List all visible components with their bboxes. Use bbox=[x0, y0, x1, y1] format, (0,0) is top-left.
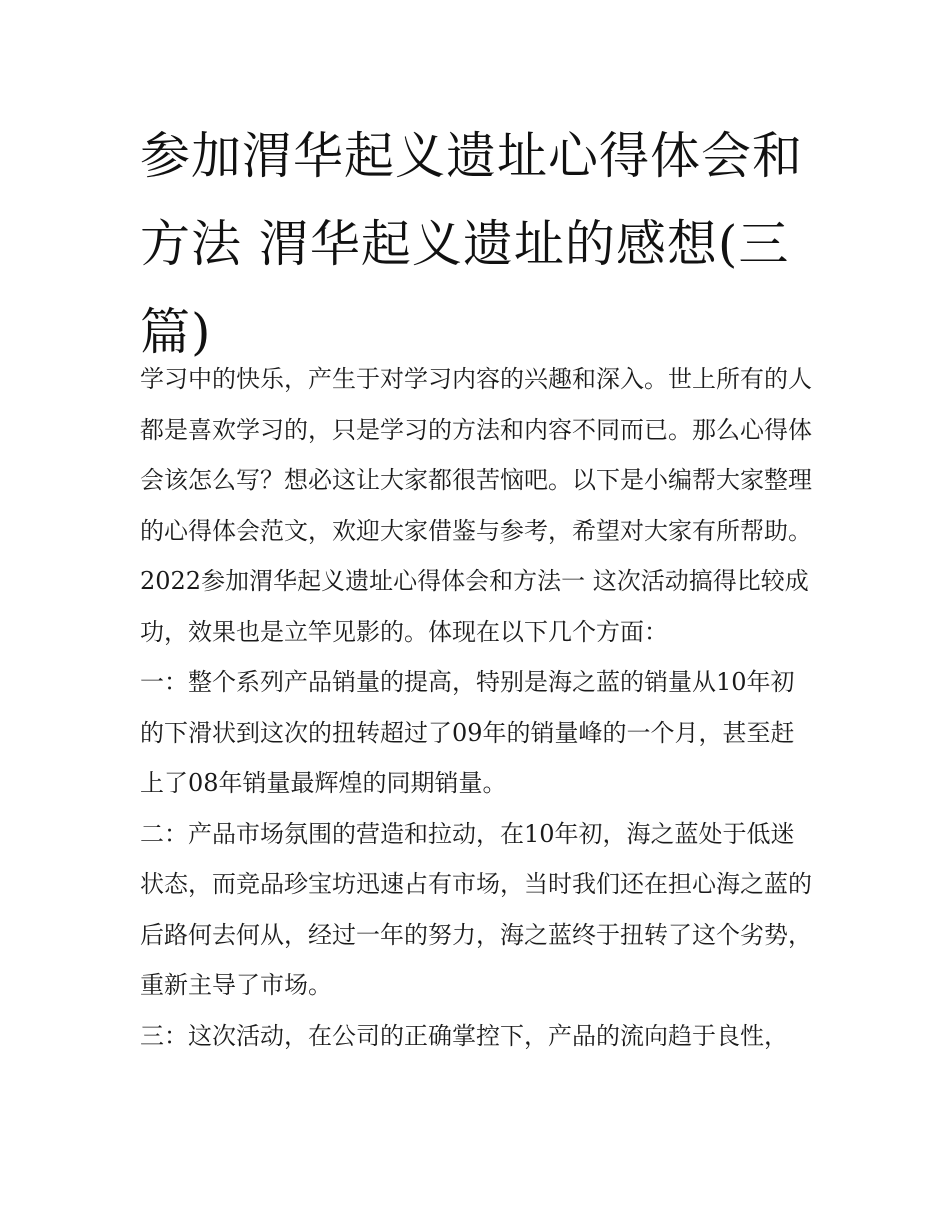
point-three-paragraph: 三：这次活动，在公司的正确掌控下，产品的流向趋于良性， bbox=[140, 1021, 788, 1050]
point-one-paragraph: 一：整个系列产品销量的提高，特别是海之蓝的销量从10年初的下滑状到这次的扭转超过了09年的销量峰的一个月，甚至赶上了08年销量最辉煌的同期销量。 bbox=[140, 668, 795, 797]
intro-paragraph: 学习中的快乐，产生于对学习内容的兴趣和深入。世上所有的人都是喜欢学习的，只是学习的方法和内容不同而已。那么心得体会该怎么写？想必这让大家都很苦恼吧。以下是小编帮大家整理的心得体会范文，欢迎大家借鉴与参考，希望对大家有所帮助。 bbox=[140, 365, 812, 545]
section-one-heading-paragraph: 2022参加渭华起义遗址心得体会和方法一 这次活动搞得比较成功，效果也是立竿见影的。体现在以下几个方面： bbox=[140, 567, 809, 646]
document-body bbox=[140, 354, 812, 1061]
point-two-paragraph: 二：产品市场氛围的营造和拉动，在10年初，海之蓝处于低迷状态，而竞品珍宝坊迅速占有市场，当时我们还在担心海之蓝的后路何去何从，经过一年的努力，海之蓝终于扭转了这个劣势，重新主导了市场。 bbox=[140, 819, 812, 999]
document-title: 参加渭华起义遗址心得体会和方法 渭华起义遗址的感想(三篇) bbox=[140, 127, 803, 361]
